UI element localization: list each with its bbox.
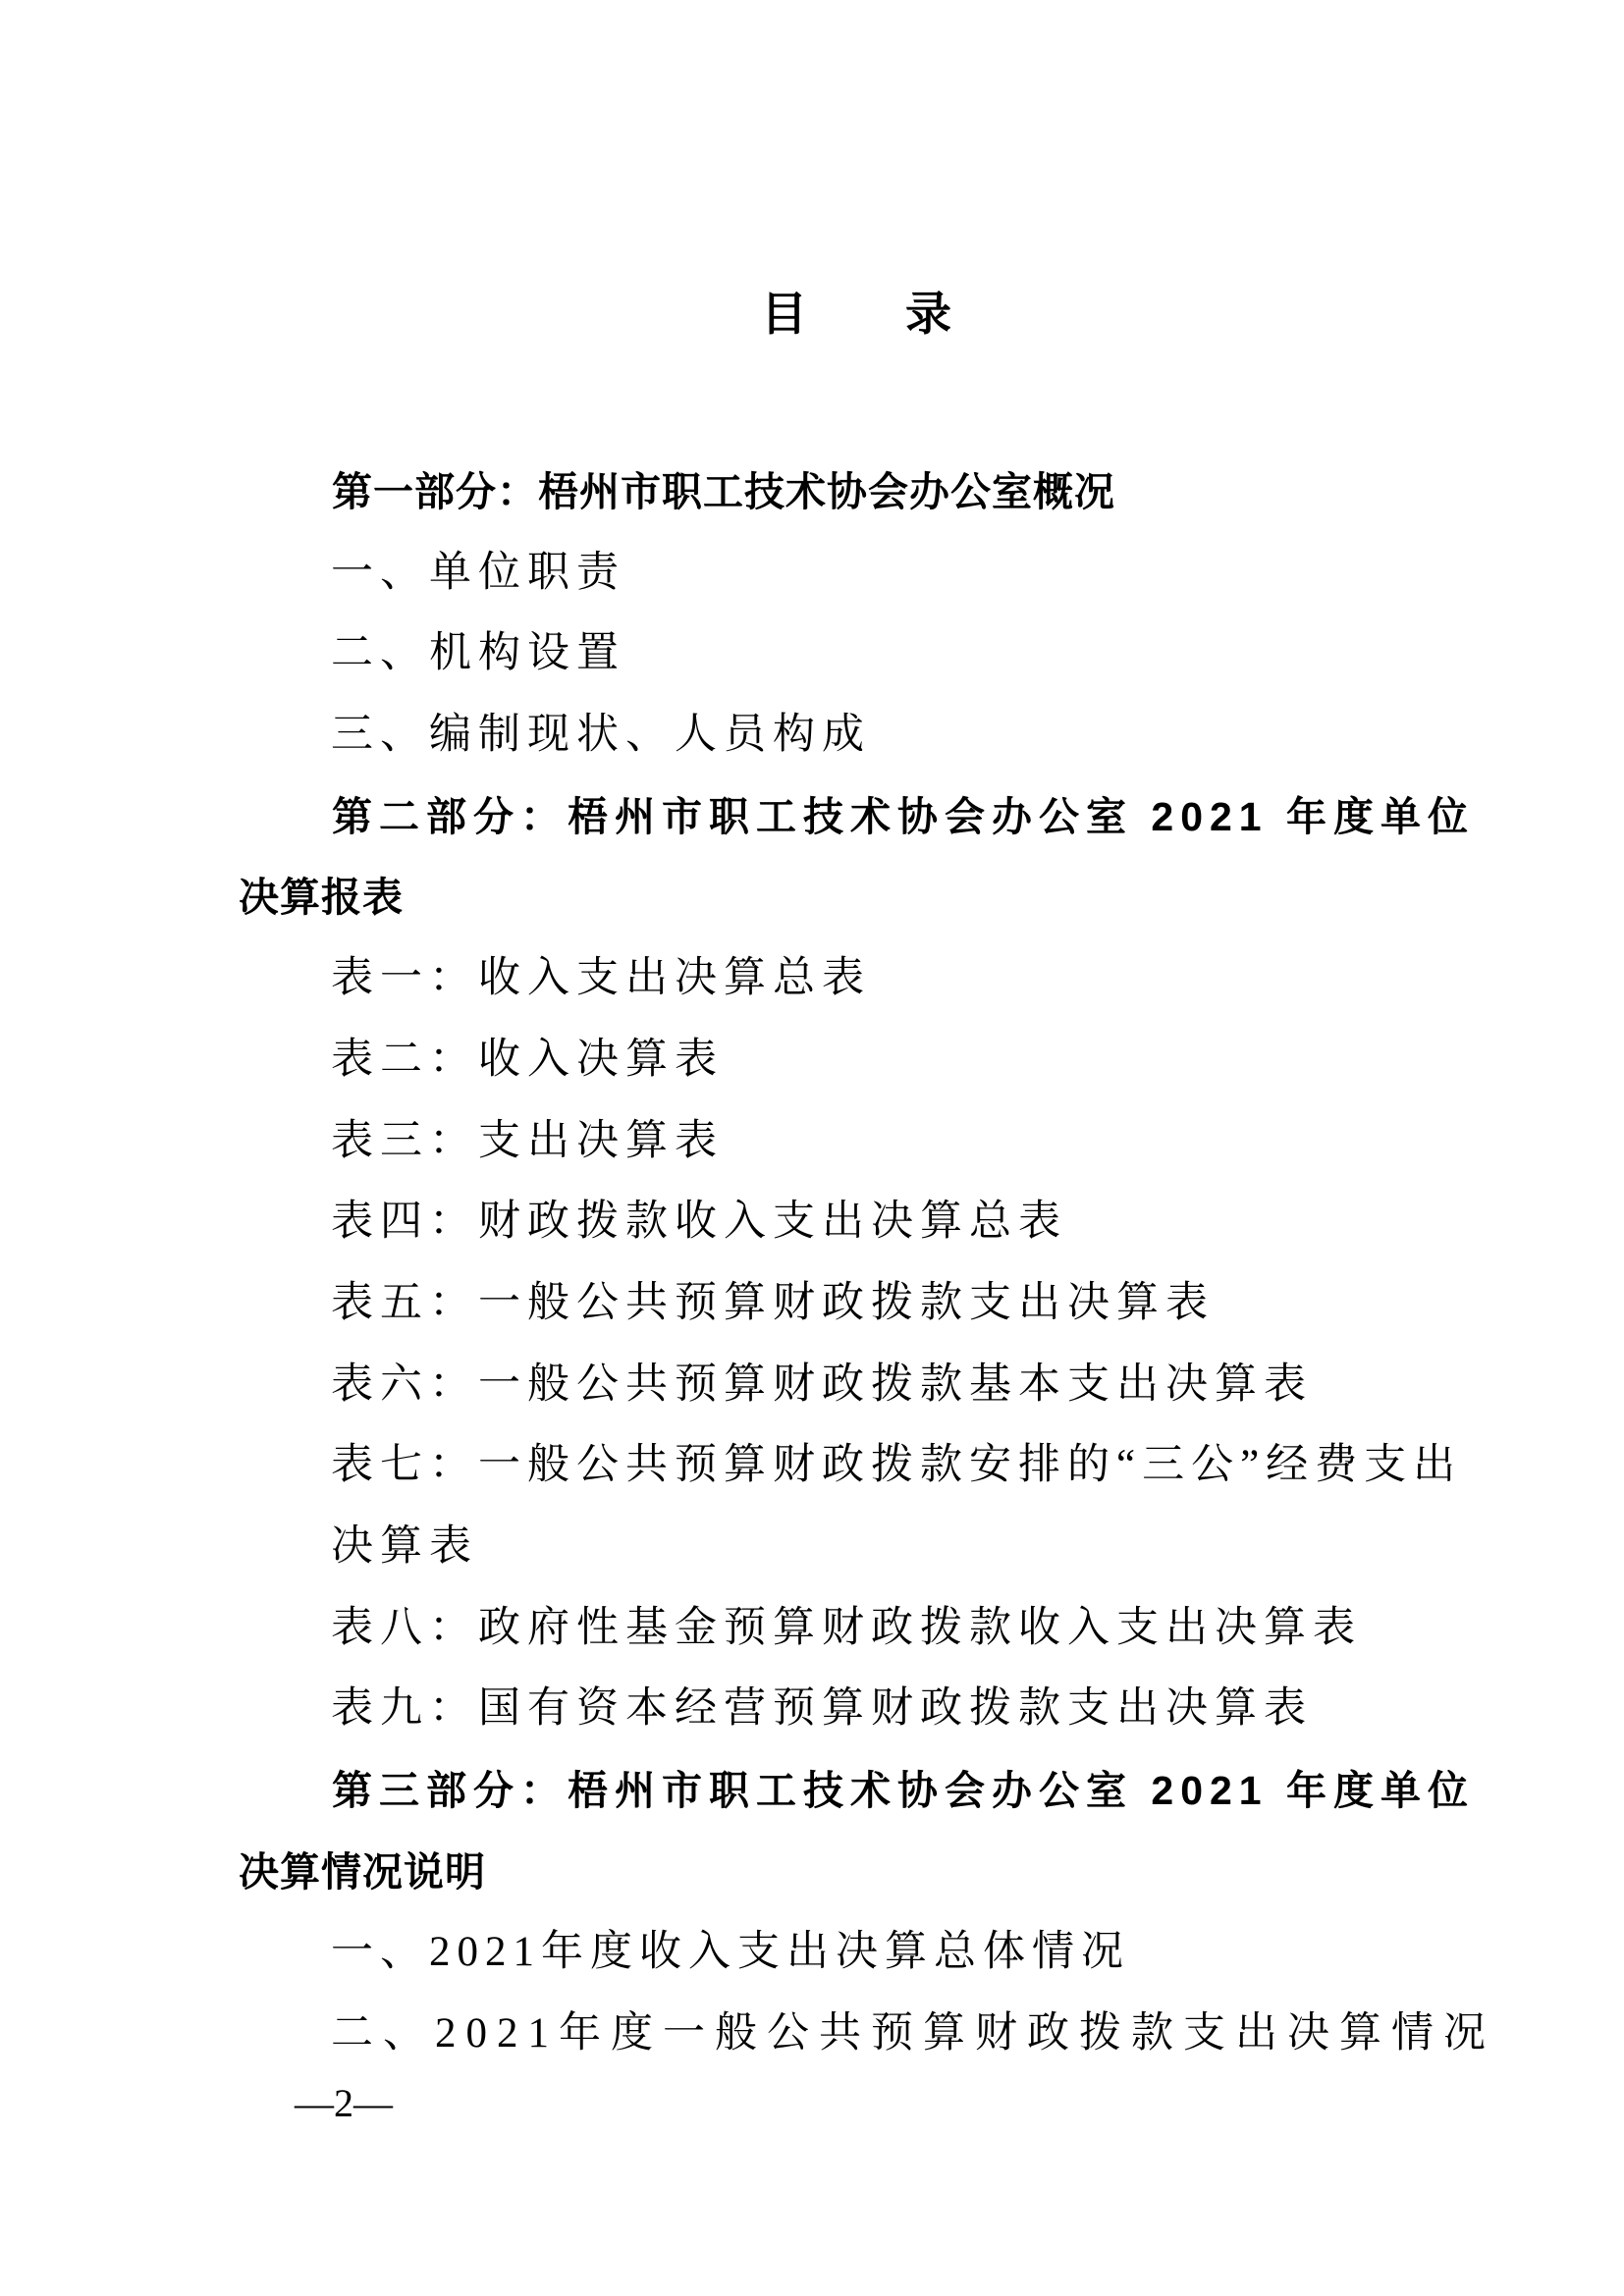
toc-heading-part2: 第二部分：梧州市职工技术协会办公室 2021 年度单位 xyxy=(332,793,1475,839)
toc-heading-part3-cont: 决算情况说明 xyxy=(239,1848,486,1895)
toc-item-table4: 表四：财政拨款收入支出决算总表 xyxy=(331,1199,1067,1246)
toc-item-table5: 表五：一般公共预算财政拨款支出决算表 xyxy=(331,1279,1215,1326)
toc-item-table6: 表六：一般公共预算财政拨款基本支出决算表 xyxy=(331,1361,1313,1408)
toc-item-budget-detail: 二、2021年度一般公共预算财政拨款支出决算情况 xyxy=(331,2010,1495,2057)
toc-item-table2: 表二：收入决算表 xyxy=(331,1036,724,1083)
table-of-contents xyxy=(239,452,1495,2075)
toc-item-overall: 一、2021年度收入支出决算总体情况 xyxy=(331,1929,1130,1976)
toc-item-duties: 一、单位职责 xyxy=(331,549,625,596)
page-number: —2— xyxy=(295,2081,393,2125)
toc-item-table8: 表八：政府性基金预算财政拨款收入支出决算表 xyxy=(331,1604,1362,1651)
toc-item-staffing: 三、编制现状、人员构成 xyxy=(331,712,871,759)
toc-item-table1: 表一：收入支出决算总表 xyxy=(331,955,871,1002)
toc-item-structure: 二、机构设置 xyxy=(331,630,625,677)
page-title: 目 录 xyxy=(761,288,953,340)
toc-heading-part2-cont: 决算报表 xyxy=(239,875,404,921)
toc-heading-part1: 第一部分：梧州市职工技术协会办公室概况 xyxy=(332,469,1115,514)
toc-item-table7: 表七：一般公共预算财政拨款安排的“三公”经费支出 xyxy=(331,1442,1463,1489)
toc-item-table7-cont: 决算表 xyxy=(331,1522,478,1570)
toc-item-table3: 表三：支出决算表 xyxy=(331,1117,724,1164)
toc-heading-part3: 第三部分：梧州市职工技术协会办公室 2021 年度单位 xyxy=(332,1768,1475,1813)
toc-item-table9: 表九：国有资本经营预算财政拨款支出决算表 xyxy=(331,1685,1313,1733)
